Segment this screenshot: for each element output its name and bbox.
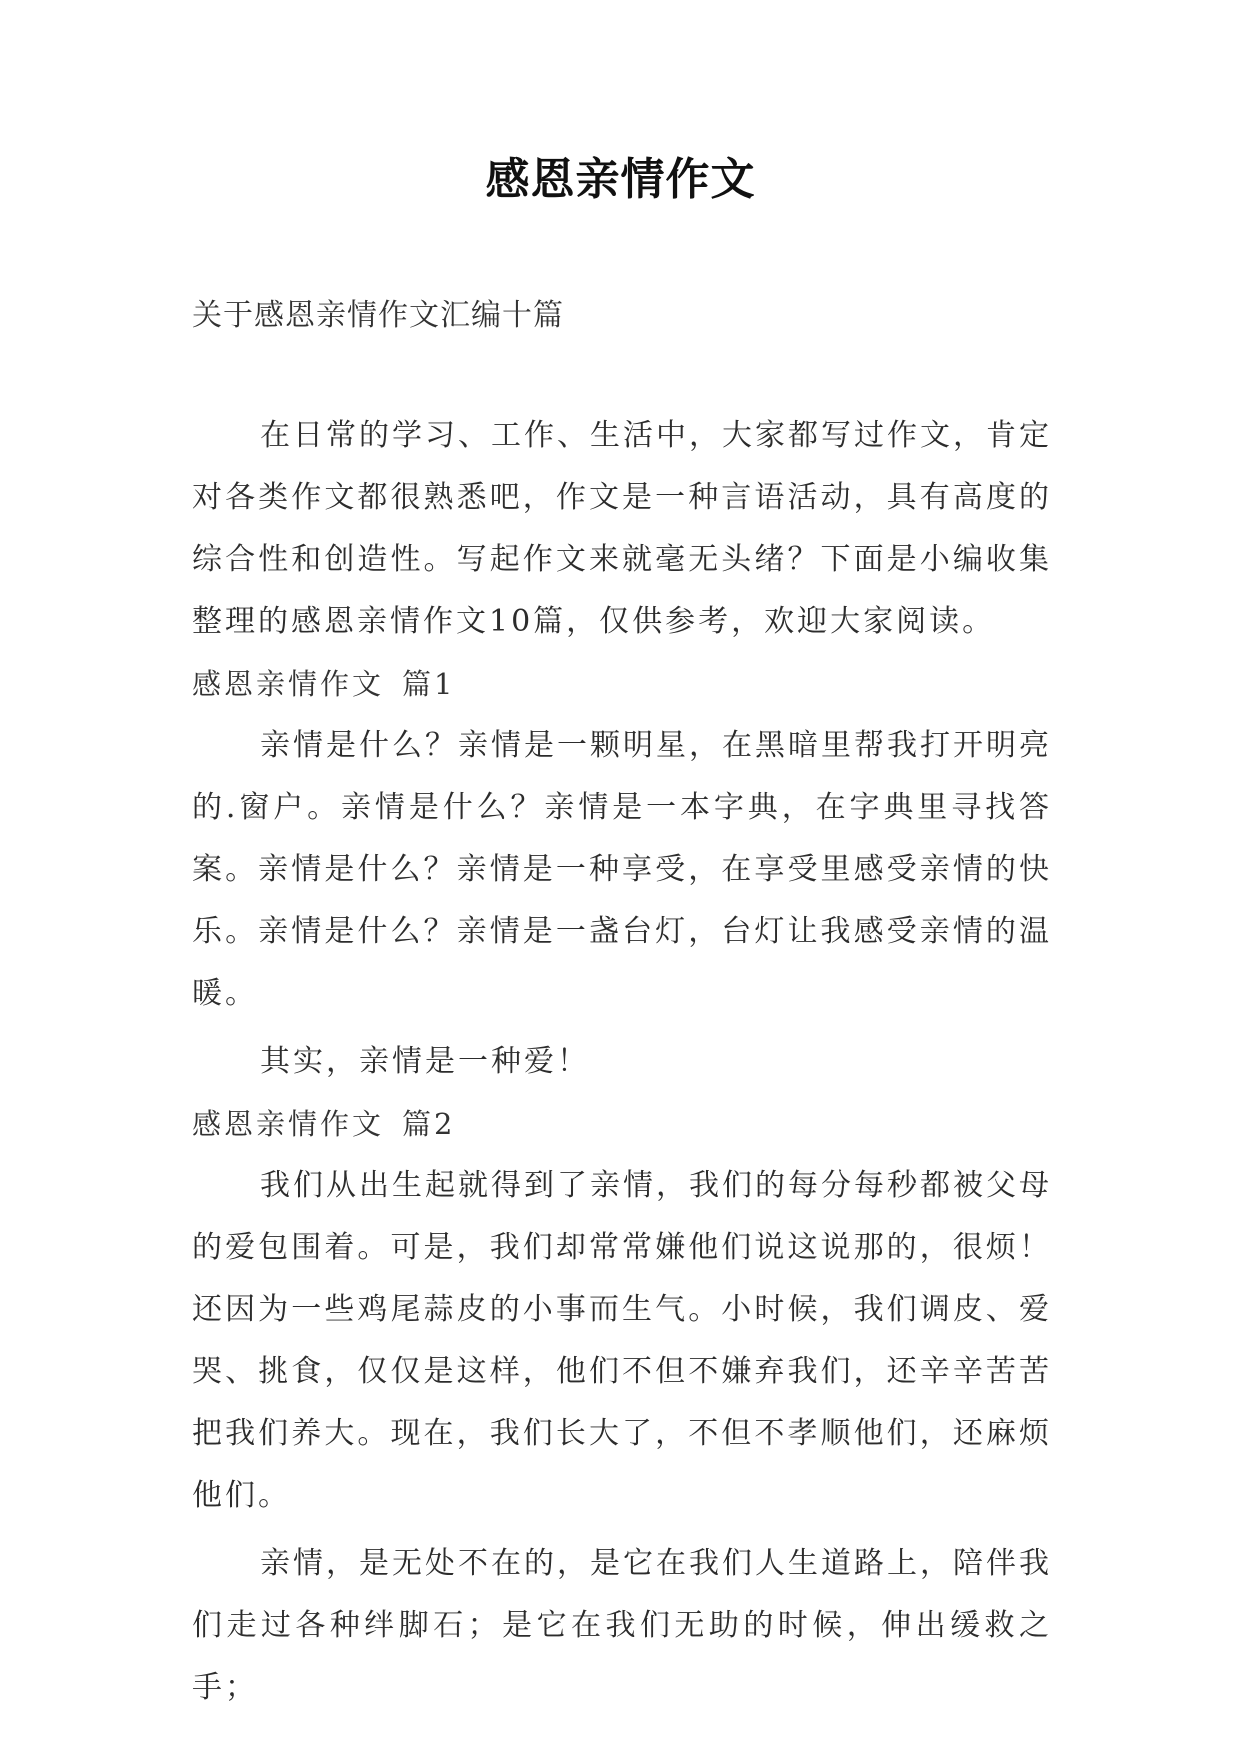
section-heading-label: 篇2 bbox=[402, 1107, 456, 1141]
document-subtitle: 关于感恩亲情作文汇编十篇 bbox=[192, 298, 564, 333]
section-heading-2 bbox=[192, 1093, 1052, 1155]
section-heading-title: 感恩亲情作文 bbox=[192, 667, 385, 701]
document-title: 感恩亲情作文 bbox=[485, 154, 756, 205]
document-body bbox=[192, 405, 1052, 1719]
section-1-paragraph-2: 其实，亲情是一种爱！ bbox=[260, 1044, 590, 1079]
section-2-paragraph-2: 亲情，是无处不在的，是它在我们人生道路上，陪伴我们走过各种绊脚石；是它在我们无助的时候，伸出缓救之手； bbox=[192, 1546, 1052, 1705]
section-2-paragraph-1: 我们从出生起就得到了亲情，我们的每分每秒都被父母的爱包围着。可是，我们却常常嫌他们说这说那的，很烦！还因为一些鸡尾蒜皮的小事而生气。小时候，我们调皮、爱哭、挑食，仅仅是这样，他们不但不嫌弃我们，还辛辛苦苦把我们养大。现在，我们长大了，不但不孝顺他们，还麻烦他们。 bbox=[192, 1168, 1052, 1513]
section-heading-1 bbox=[192, 653, 1052, 715]
intro-paragraph: 在日常的学习、工作、生活中，大家都写过作文，肯定对各类作文都很熟悉吧，作文是一种言语活动，具有高度的综合性和创造性。写起作文来就毫无头绪？下面是小编收集整理的感恩亲情作文10篇，仅供参考，欢迎大家阅读。 bbox=[192, 418, 1052, 639]
section-1-paragraph-1: 亲情是什么？亲情是一颗明星，在黑暗里帮我打开明亮的.窗户。亲情是什么？亲情是一本字典，在字典里寻找答案。亲情是什么？亲情是一种享受，在享受里感受亲情的快乐。亲情是什么？亲情是一盏台灯，台灯让我感受亲情的温暖。 bbox=[192, 728, 1052, 1011]
section-heading-label: 篇1 bbox=[402, 667, 456, 701]
section-heading-title: 感恩亲情作文 bbox=[192, 1107, 385, 1141]
